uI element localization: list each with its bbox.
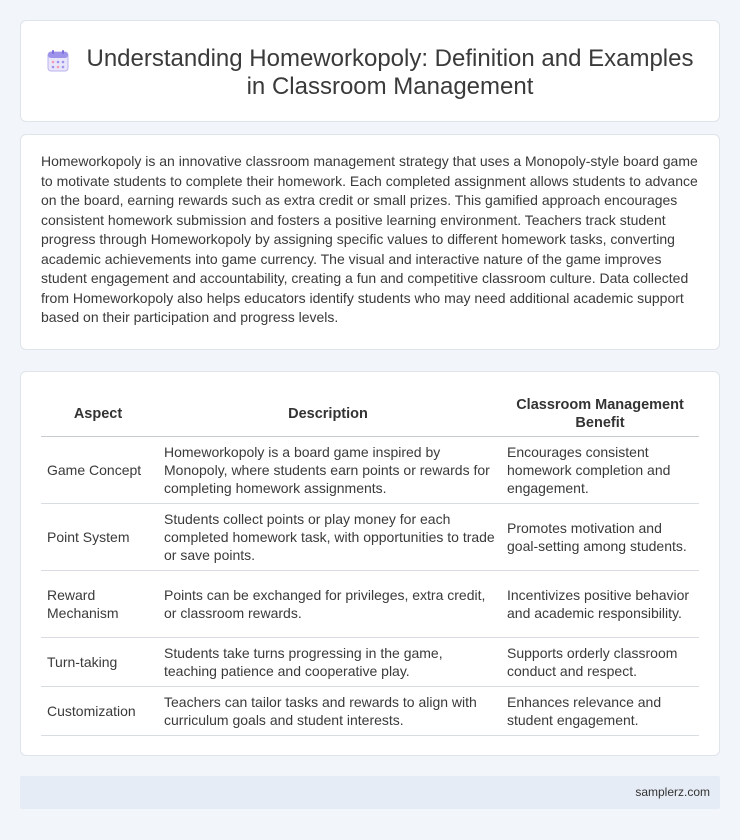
header-description: Description [155,391,501,436]
description-cell: Students collect points or play money for each completed homework task, with opportunities to trade or save points. [155,503,501,570]
aspect-cell: Customization [41,686,155,735]
table-card [20,371,720,756]
page-title: Understanding Homeworkopoly: Definition and Examples in Classroom Management [86,45,694,100]
header-benefit: Classroom Management Benefit [501,391,699,436]
aspects-table [41,391,699,736]
footer-site-link[interactable]: samplerz.com [635,785,710,799]
intro-paragraph: Homeworkopoly is an innovative classroom management strategy that uses a Monopoly-style board game to motivate students to complete their homework. Each completed assignment allows students to advance on the board, earning rewards such as extra credit or small prizes. This gamified approach encourages consistent homework submission and fosters a positive learning environment. Teachers track student progress through Homeworkopoly by assigning specific values to different homework tasks, converting academic achievements into game currency. The visual and interactive nature of the game improves student engagement and accountability, creating a fun and competitive classroom culture. Data collected from Homeworkopoly also helps educators identify students who may need additional academic support based on their participation and progress levels. [41,153,698,325]
title-card [20,20,720,122]
table-row [41,503,699,570]
description-cell: Points can be exchanged for privileges, extra credit, or classroom rewards. [155,570,501,637]
aspect-cell: Turn-taking [41,637,155,686]
benefit-cell: Supports orderly classroom conduct and respect. [501,637,699,686]
footer-bar [20,776,720,809]
description-cell: Teachers can tailor tasks and rewards to align with curriculum goals and student interests. [155,686,501,735]
table-row [41,436,699,503]
description-cell: Students take turns progressing in the game, teaching patience and cooperative play. [155,637,501,686]
benefit-cell: Enhances relevance and student engagement. [501,686,699,735]
aspect-cell: Game Concept [41,436,155,503]
benefit-cell: Promotes motivation and goal-setting among students. [501,503,699,570]
title-row [45,45,701,101]
table-row [41,686,699,735]
table-row [41,570,699,637]
benefit-cell: Encourages consistent homework completion and engagement. [501,436,699,503]
header-aspect: Aspect [41,391,155,436]
description-cell: Homeworkopoly is a board game inspired by Monopoly, where students earn points or rewards for completing homework assignments. [155,436,501,503]
aspect-cell: Reward Mechanism [41,570,155,637]
table-row [41,637,699,686]
table-header-row [41,391,699,436]
aspect-cell: Point System [41,503,155,570]
calendar-icon [45,48,71,74]
intro-card [20,134,720,350]
benefit-cell: Incentivizes positive behavior and academic responsibility. [501,570,699,637]
